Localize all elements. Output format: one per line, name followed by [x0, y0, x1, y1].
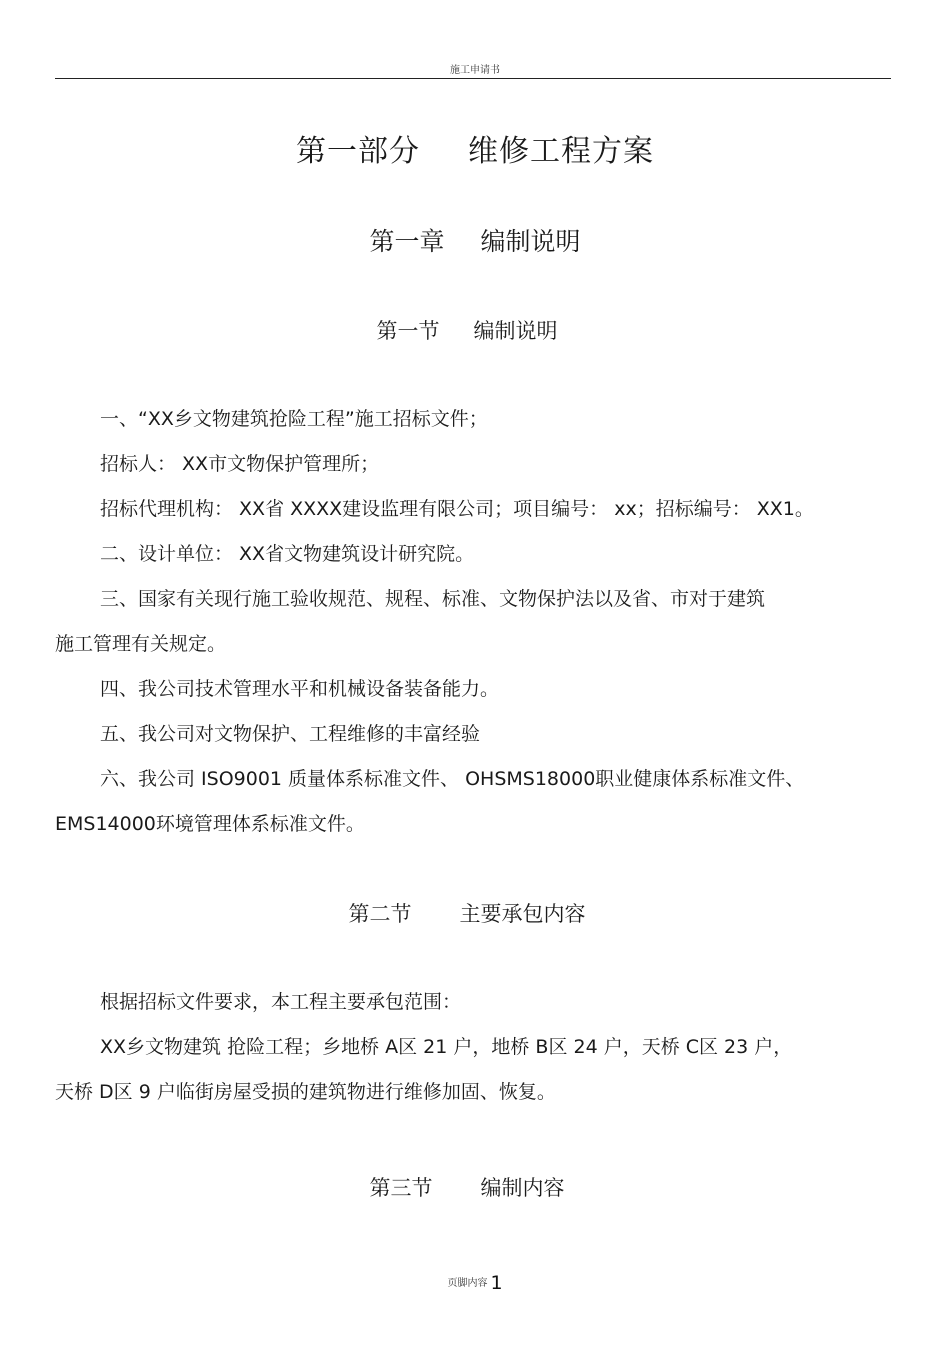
s1-line-7: 四、我公司技术管理水平和机械设备装备能力。	[100, 678, 500, 700]
section-title-1	[0, 315, 934, 345]
s2-line-1: 根据招标文件要求，本工程主要承包范围：	[100, 991, 462, 1013]
section-3-number: 第三节	[369, 1176, 433, 1200]
section-title-3	[0, 1172, 934, 1202]
section-1-name: 编制说明	[473, 319, 558, 343]
section-2-name: 主要承包内容	[459, 902, 586, 926]
s1-line-9: 六、我公司 ISO9001 质量体系标准文件、 OHSMS18000职业健康体系标准文件、	[100, 768, 805, 790]
chapter-number: 第一章	[369, 227, 445, 256]
s1-line-2: 招标人： XX市文物保护管理所；	[100, 453, 380, 475]
s1-line-6: 施工管理有关规定。	[55, 633, 227, 655]
section-2-number: 第二节	[348, 902, 412, 926]
s2-line-3: 天桥 D区 9 户临街房屋受损的建筑物进行维修加固、恢复。	[55, 1081, 556, 1103]
s1-line-4: 二、设计单位： XX省文物建筑设计研究院。	[100, 543, 475, 565]
chapter-name: 编制说明	[480, 227, 581, 256]
footer-label: 页脚内容	[447, 1278, 488, 1289]
section-3-name: 编制内容	[480, 1176, 565, 1200]
s1-line-8: 五、我公司对文物保护、工程维修的丰富经验	[100, 723, 481, 745]
section-title-2	[0, 898, 934, 928]
page-header-text: 施工申请书	[450, 65, 500, 76]
part-number: 第一部分	[296, 134, 420, 169]
s1-line-10: EMS14000环境管理体系标准文件。	[55, 813, 365, 835]
s1-line-5: 三、国家有关现行施工验收规范、规程、标准、文物保护法以及省、市对于建筑	[100, 588, 766, 610]
part-title	[0, 126, 950, 170]
page-number: 1	[490, 1272, 503, 1294]
chapter-title	[0, 222, 950, 258]
header-rule	[55, 78, 891, 79]
s2-line-2: XX乡文物建筑 抢险工程；乡地桥 A区 21 户，地桥 B区 24 户，天桥 C区 23 户，	[100, 1036, 793, 1058]
section-1-number: 第一节	[376, 319, 440, 343]
page-footer	[0, 1272, 950, 1294]
s1-line-1: 一、“XX乡文物建筑抢险工程”施工招标文件；	[100, 408, 488, 430]
s1-line-3: 招标代理机构： XX省 XXXX建设监理有限公司；项目编号： xx；招标编号： XX1。	[100, 498, 814, 520]
part-name: 维修工程方案	[468, 134, 654, 169]
